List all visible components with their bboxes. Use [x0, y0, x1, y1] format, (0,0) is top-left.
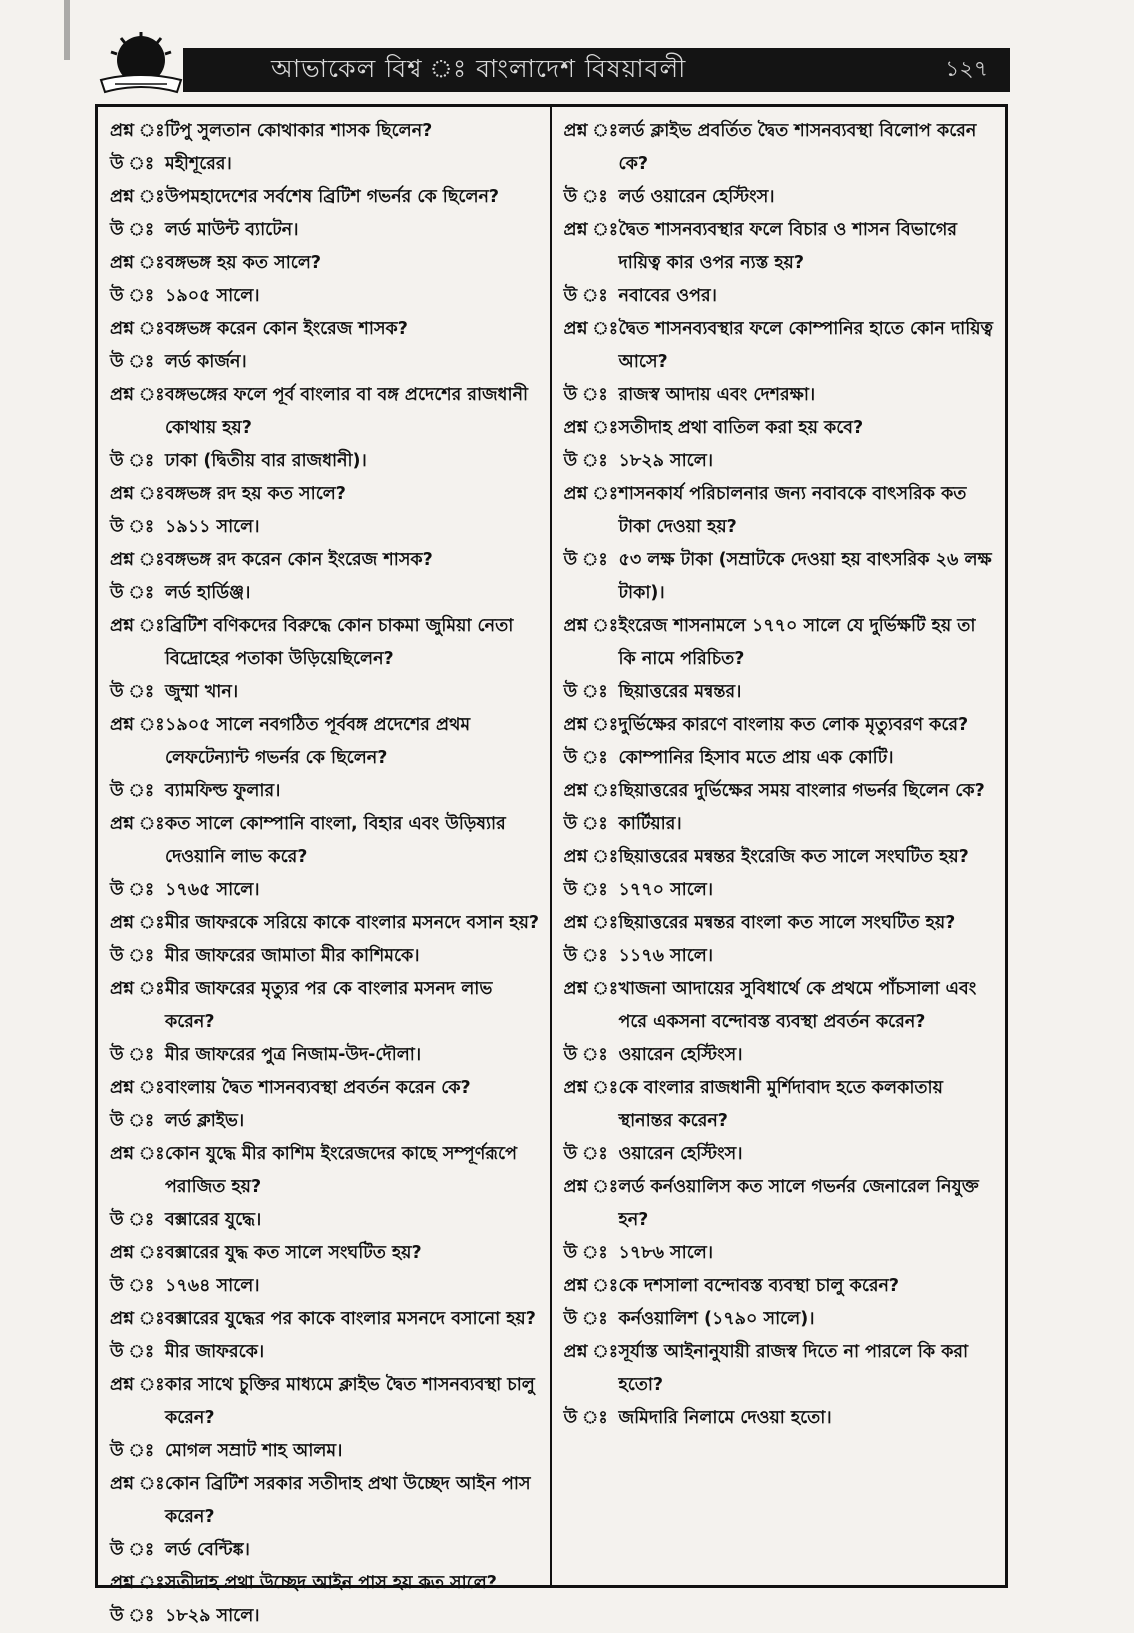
question-item [110, 115, 540, 148]
answer-prefix: উ ঃ [563, 187, 608, 207]
question-text: উপমহাদেশের সর্বশেষ ব্রিটিশ গভর্নর কে ছিলেন? [165, 187, 500, 207]
answer-item [110, 1534, 540, 1567]
answer-text: ওয়ারেন হেস্টিংস। [618, 1144, 743, 1164]
answer-item [110, 445, 540, 478]
question-item [564, 1072, 996, 1138]
answer-text: মীর জাফরকে। [165, 1342, 265, 1362]
question-prefix: প্রশ্ন ঃ [563, 1342, 619, 1362]
question-prefix: প্রশ্ন ঃ [110, 253, 165, 273]
answer-item [110, 148, 540, 181]
question-item [110, 478, 540, 511]
question-prefix: প্রশ্ন ঃ [563, 847, 619, 867]
question-text: সতীদাহ প্রথা উচ্ছেদ আইন পাস হয় কত সালে? [165, 1573, 497, 1593]
content-frame [95, 104, 1008, 1626]
question-item [110, 1138, 540, 1204]
question-item [564, 973, 996, 1039]
answer-item [564, 181, 996, 214]
question-item [110, 1468, 540, 1534]
question-text: কত সালে কোম্পানি বাংলা, বিহার এবং উড়িষ্যার দেওয়ানি লাভ করে? [165, 814, 506, 867]
answer-prefix: উ ঃ [110, 154, 155, 174]
answer-text: ১৮২৯ সালে। [618, 451, 714, 471]
question-text: সতীদাহ প্রথা বাতিল করা হয় কবে? [618, 418, 864, 438]
question-text: ছিয়াত্তরের দুর্ভিক্ষের সময় বাংলার গভর্নর ছিলেন কে? [618, 781, 985, 801]
question-item [110, 379, 540, 445]
question-prefix: প্রশ্ন ঃ [110, 121, 165, 141]
answer-text: বক্সারের যুদ্ধে। [165, 1210, 262, 1230]
question-item [564, 841, 996, 874]
answer-item [110, 1105, 540, 1138]
question-prefix: প্রশ্ন ঃ [563, 1276, 619, 1296]
answer-item [564, 445, 996, 478]
page-header [95, 30, 1010, 100]
question-prefix: প্রশ্ন ঃ [563, 220, 619, 240]
question-text: ১৯০৫ সালে নবগঠিত পূর্ববঙ্গ প্রদেশের প্রথম লেফটেন্যান্ট গভর্নর কে ছিলেন? [165, 715, 471, 768]
question-text: সূর্যাস্ত আইনানুযায়ী রাজস্ব দিতে না পারলে কি করা হতো? [618, 1342, 969, 1395]
question-text: বঙ্গভঙ্গ রদ করেন কোন ইংরেজ শাসক? [165, 550, 433, 570]
question-text: বঙ্গভঙ্গ হয় কত সালে? [165, 253, 322, 273]
answer-prefix: উ ঃ [563, 1144, 608, 1164]
answer-text: জমিদারি নিলামে দেওয়া হতো। [618, 1408, 832, 1428]
book-emblem-icon [95, 30, 187, 100]
answer-item [110, 280, 540, 313]
answer-prefix: উ ঃ [563, 1309, 608, 1329]
question-prefix: প্রশ্ন ঃ [563, 319, 619, 339]
question-text: বঙ্গভঙ্গ রদ হয় কত সালে? [165, 484, 346, 504]
question-text: ব্রিটিশ বণিকদের বিরুদ্ধে কোন চাকমা জুমিয়া নেতা বিদ্রোহের পতাকা উড়িয়েছিলেন? [165, 616, 514, 669]
question-prefix: প্রশ্ন ঃ [110, 913, 165, 933]
answer-prefix: উ ঃ [110, 1210, 155, 1230]
answer-item [110, 676, 540, 709]
question-item [564, 412, 996, 445]
question-prefix: প্রশ্ন ঃ [563, 715, 619, 735]
question-prefix: প্রশ্ন ঃ [110, 484, 165, 504]
question-prefix: প্রশ্ন ঃ [110, 550, 165, 570]
page-number: ১২৭ [945, 56, 988, 82]
answer-prefix: উ ঃ [110, 1606, 155, 1626]
question-prefix: প্রশ্ন ঃ [110, 1243, 165, 1263]
question-prefix: প্রশ্ন ঃ [563, 979, 619, 999]
question-prefix: প্রশ্ন ঃ [110, 385, 165, 405]
answer-item [564, 676, 996, 709]
answer-text: ১৭৮৬ সালে। [618, 1243, 714, 1263]
answer-text: ১১৭৬ সালে। [618, 946, 714, 966]
question-item [110, 247, 540, 280]
question-prefix: প্রশ্ন ঃ [110, 1144, 165, 1164]
answer-text: লর্ড কার্জন। [165, 352, 247, 372]
header-banner [183, 48, 1010, 92]
answer-item [564, 808, 996, 841]
answer-text: মীর জাফরের জামাতা মীর কাশিমকে। [165, 946, 420, 966]
question-text: লর্ড কর্নওয়ালিস কত সালে গভর্নর জেনারেল নিযুক্ত হন? [618, 1177, 979, 1230]
question-item [564, 115, 996, 181]
answer-item [564, 544, 996, 610]
answer-prefix: উ ঃ [110, 1045, 155, 1065]
question-item [564, 610, 996, 676]
answer-prefix: উ ঃ [110, 1342, 155, 1362]
answer-text: কর্নওয়ালিশ (১৭৯০ সালে)। [618, 1309, 815, 1329]
question-prefix: প্রশ্ন ঃ [563, 121, 619, 141]
question-item [564, 1336, 996, 1402]
question-prefix: প্রশ্ন ঃ [110, 1309, 165, 1329]
question-text: ছিয়াত্তরের মন্বন্তর ইংরেজি কত সালে সংঘটিত হয়? [618, 847, 969, 867]
question-item [110, 610, 540, 676]
question-text: দ্বৈত শাসনব্যবস্থার ফলে বিচার ও শাসন বিভাগের দায়িত্ব কার ওপর ন্যস্ত হয়? [618, 220, 957, 273]
question-prefix: প্রশ্ন ঃ [110, 715, 165, 735]
question-item [110, 1072, 540, 1105]
question-item [110, 1237, 540, 1270]
question-prefix: প্রশ্ন ঃ [110, 979, 165, 999]
answer-prefix: উ ঃ [563, 1243, 608, 1263]
answer-prefix: উ ঃ [563, 1045, 608, 1065]
answer-text: কার্টিয়ার। [618, 814, 682, 834]
question-text: মীর জাফরের মৃত্যুর পর কে বাংলার মসনদ লাভ করেন? [165, 979, 493, 1032]
question-item [110, 973, 540, 1039]
answer-item [110, 1336, 540, 1369]
answer-prefix: উ ঃ [563, 682, 608, 702]
answer-prefix: উ ঃ [110, 220, 155, 240]
question-text: কে দশসালা বন্দোবস্ত ব্যবস্থা চালু করেন? [618, 1276, 900, 1296]
question-text: ইংরেজ শাসনামলে ১৭৭০ সালে যে দুর্ভিক্ষটি হয় তা কি নামে পরিচিত? [618, 616, 976, 669]
question-item [110, 1303, 540, 1336]
answer-text: মোগল সম্রাট শাহ আলম। [165, 1441, 343, 1461]
answer-prefix: উ ঃ [110, 352, 155, 372]
question-text: কোন যুদ্ধে মীর কাশিম ইংরেজদের কাছে সম্পূর্ণরূপে পরাজিত হয়? [165, 1144, 517, 1197]
question-item [110, 808, 540, 874]
answer-text: ছিয়াত্তরের মন্বন্তর। [618, 682, 742, 702]
answer-prefix: উ ঃ [563, 814, 608, 834]
answer-prefix: উ ঃ [110, 682, 155, 702]
question-prefix: প্রশ্ন ঃ [110, 319, 165, 339]
answer-text: রাজস্ব আদায় এবং দেশরক্ষা। [618, 385, 816, 405]
question-prefix: প্রশ্ন ঃ [110, 814, 165, 834]
question-text: টিপু সুলতান কোথাকার শাসক ছিলেন? [165, 121, 433, 141]
question-text: শাসনকার্য পরিচালনার জন্য নবাবকে বাৎসরিক কত টাকা দেওয়া হয়? [618, 484, 967, 537]
answer-item [564, 1402, 996, 1435]
answer-prefix: উ ঃ [563, 880, 608, 900]
answer-prefix: উ ঃ [110, 781, 155, 801]
question-text: বাংলায় দ্বৈত শাসনব্যবস্থা প্রবর্তন করেন কে? [165, 1078, 471, 1098]
answer-text: ৫৩ লক্ষ টাকা (সম্রাটকে দেওয়া হয় বাৎসরিক ২৬ লক্ষ টাকা)। [618, 550, 992, 603]
question-prefix: প্রশ্ন ঃ [563, 913, 619, 933]
answer-prefix: উ ঃ [563, 286, 608, 306]
question-text: বক্সারের যুদ্ধের পর কাকে বাংলার মসনদে বসানো হয়? [165, 1309, 536, 1329]
answer-text: মীর জাফরের পুত্র নিজাম-উদ-দৌলা। [165, 1045, 422, 1065]
question-text: কে বাংলার রাজধানী মুর্শিদাবাদ হতে কলকাতায় স্থানান্তর করেন? [618, 1078, 943, 1131]
answer-prefix: উ ঃ [110, 1540, 155, 1560]
question-item [110, 907, 540, 940]
answer-text: ১৭৬৫ সালে। [165, 880, 260, 900]
question-item [564, 214, 996, 280]
answer-text: ওয়ারেন হেস্টিংস। [618, 1045, 743, 1065]
answer-prefix: উ ঃ [110, 1111, 155, 1131]
question-item [564, 1171, 996, 1237]
answer-text: নবাবের ওপর। [618, 286, 717, 306]
answer-text: মহীশূরের। [165, 154, 232, 174]
question-item [564, 1270, 996, 1303]
question-item [564, 907, 996, 940]
answer-prefix: উ ঃ [110, 451, 155, 471]
right-column [552, 107, 1006, 1585]
question-text: বঙ্গভঙ্গের ফলে পূর্ব বাংলার বা বঙ্গ প্রদেশের রাজধানী কোথায় হয়? [165, 385, 529, 438]
answer-item [564, 379, 996, 412]
question-item [564, 313, 996, 379]
question-text: মীর জাফরকে সরিয়ে কাকে বাংলার মসনদে বসান হয়? [165, 913, 540, 933]
answer-item [110, 1270, 540, 1303]
question-prefix: প্রশ্ন ঃ [110, 1078, 165, 1098]
answer-text: লর্ড ওয়ারেন হেস্টিংস। [618, 187, 775, 207]
question-item [564, 709, 996, 742]
answer-item [564, 1039, 996, 1072]
answer-prefix: উ ঃ [110, 286, 155, 306]
answer-text: ব্যামফিল্ড ফুলার। [165, 781, 281, 801]
question-item [110, 1567, 540, 1600]
answer-prefix: উ ঃ [110, 946, 155, 966]
question-item [110, 1369, 540, 1435]
question-prefix: প্রশ্ন ঃ [110, 187, 165, 207]
answer-prefix: উ ঃ [110, 880, 155, 900]
answer-item [110, 1600, 540, 1633]
question-prefix: প্রশ্ন ঃ [563, 616, 619, 636]
answer-prefix: উ ঃ [110, 1441, 155, 1461]
question-text: দুর্ভিক্ষের কারণে বাংলায় কত লোক মৃত্যুবরণ করে? [618, 715, 969, 735]
answer-text: ঢাকা (দ্বিতীয় বার রাজধানী)। [165, 451, 367, 471]
question-prefix: প্রশ্ন ঃ [110, 1573, 165, 1593]
question-prefix: প্রশ্ন ঃ [563, 418, 619, 438]
question-prefix: প্রশ্ন ঃ [563, 781, 619, 801]
answer-item [564, 1138, 996, 1171]
question-prefix: প্রশ্ন ঃ [563, 1177, 619, 1197]
question-prefix: প্রশ্ন ঃ [110, 1375, 165, 1395]
answer-prefix: উ ঃ [110, 517, 155, 537]
answer-item [564, 1237, 996, 1270]
answer-prefix: উ ঃ [563, 1408, 608, 1428]
answer-item [110, 1204, 540, 1237]
book-spine-shadow [64, 0, 70, 60]
answer-text: জুম্মা খান। [165, 682, 239, 702]
question-item [110, 313, 540, 346]
answer-text: লর্ড ক্লাইভ। [165, 1111, 245, 1131]
answer-text: লর্ড মাউন্ট ব্যাটেন। [165, 220, 299, 240]
left-column [98, 107, 552, 1626]
question-item [564, 775, 996, 808]
question-text: খাজনা আদায়ের সুবিধার্থে কে প্রথমে পাঁচসালা এবং পরে একসনা বন্দোবস্ত ব্যবস্থা প্রবর্তন করেন? [618, 979, 977, 1032]
answer-text: কোম্পানির হিসাব মতে প্রায় এক কোটি। [618, 748, 894, 768]
book-title: আভাকেল বিশ্ব ঃ বাংলাদেশ বিষয়াবলী [271, 53, 687, 83]
answer-prefix: উ ঃ [563, 385, 608, 405]
answer-text: ১৭৭০ সালে। [618, 880, 714, 900]
question-item [110, 544, 540, 577]
answer-text: ১৭৬৪ সালে। [165, 1276, 260, 1296]
question-item [110, 181, 540, 214]
question-text: বঙ্গভঙ্গ করেন কোন ইংরেজ শাসক? [165, 319, 408, 339]
answer-item [110, 1435, 540, 1468]
answer-item [110, 1039, 540, 1072]
question-item [110, 709, 540, 775]
answer-prefix: উ ঃ [563, 946, 608, 966]
question-text: কার সাথে চুক্তির মাধ্যমে ক্লাইভ দ্বৈত শাসনব্যবস্থা চালু করেন? [165, 1375, 535, 1428]
answer-item [564, 940, 996, 973]
question-item [564, 478, 996, 544]
answer-prefix: উ ঃ [563, 748, 608, 768]
answer-text: ১৯১১ সালে। [165, 517, 260, 537]
answer-prefix: উ ঃ [110, 1276, 155, 1296]
question-prefix: প্রশ্ন ঃ [563, 484, 619, 504]
answer-text: ১৯০৫ সালে। [165, 286, 260, 306]
answer-prefix: উ ঃ [563, 550, 608, 570]
answer-text: লর্ড হার্ডিঞ্জ। [165, 583, 251, 603]
question-prefix: প্রশ্ন ঃ [563, 1078, 619, 1098]
answer-text: ১৮২৯ সালে। [165, 1606, 260, 1626]
answer-prefix: উ ঃ [563, 451, 608, 471]
question-text: ছিয়াত্তরের মন্বন্তর বাংলা কত সালে সংঘটিত হয়? [618, 913, 956, 933]
answer-item [564, 1303, 996, 1336]
answer-text: লর্ড বেন্টিঙ্ক। [165, 1540, 250, 1560]
answer-item [110, 940, 540, 973]
answer-item [110, 577, 540, 610]
question-prefix: প্রশ্ন ঃ [110, 616, 165, 636]
question-prefix: প্রশ্ন ঃ [110, 1474, 165, 1494]
answer-item [564, 280, 996, 313]
answer-item [110, 775, 540, 808]
question-text: লর্ড ক্লাইভ প্রবর্তিত দ্বৈত শাসনব্যবস্থা বিলোপ করেন কে? [618, 121, 977, 174]
answer-item [564, 742, 996, 775]
question-text: দ্বৈত শাসনব্যবস্থার ফলে কোম্পানির হাতে কোন দায়িত্ব আসে? [618, 319, 993, 372]
answer-item [110, 346, 540, 379]
question-text: বক্সারের যুদ্ধ কত সালে সংঘটিত হয়? [165, 1243, 422, 1263]
answer-item [110, 511, 540, 544]
answer-item [110, 214, 540, 247]
answer-item [110, 874, 540, 907]
question-text: কোন ব্রিটিশ সরকার সতীদাহ প্রথা উচ্ছেদ আইন পাস করেন? [165, 1474, 531, 1527]
answer-item [564, 874, 996, 907]
answer-prefix: উ ঃ [110, 583, 155, 603]
